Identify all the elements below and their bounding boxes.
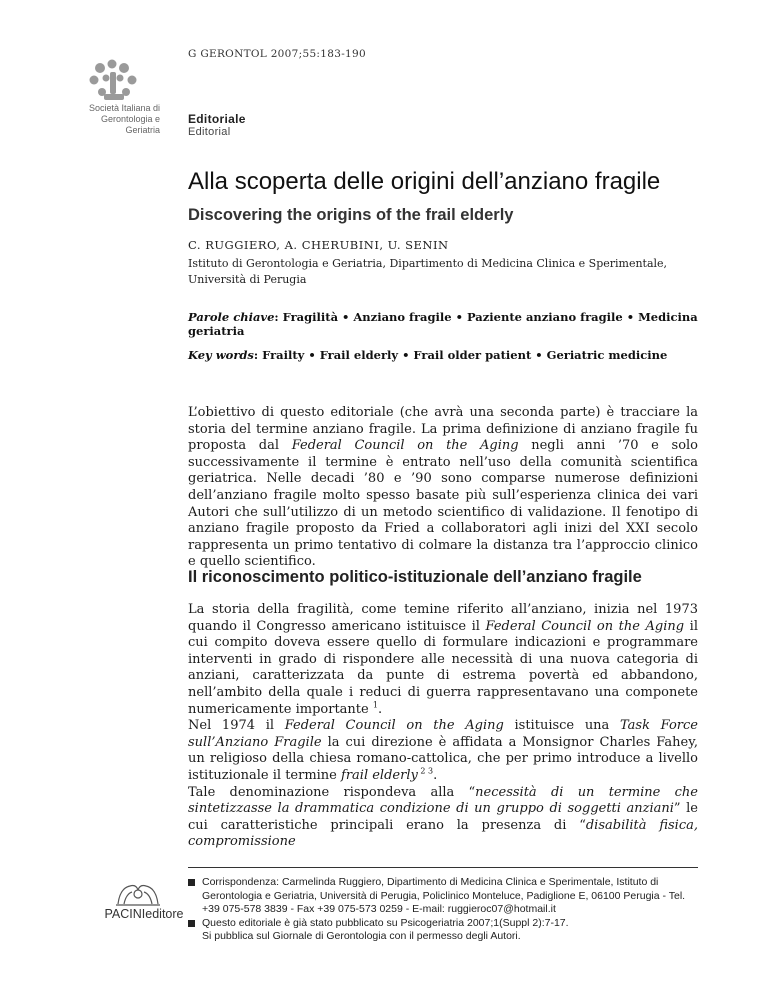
correspondence-note (188, 876, 703, 917)
publisher-logo-icon (110, 878, 166, 908)
authors: C. RUGGIERO, A. CHERUBINI, U. SENIN (188, 238, 449, 252)
keywords-english-list: Frailty • Frail elderly • Frail older patient • Geriatric medicine (262, 348, 668, 362)
abstract-text: negli anni ’70 e solo successivamente il termine è entrato nell’uso della comunità scientifica geriatrica. Nelle decadi ’80 e ’90 sono comparse numerose definizioni dell’anziano fragile molto spesso basate più sull’esperienza clinica dei vari Autori che sull’utilizzo di un metodo scientifico di validazione. Il fenotipo di anziano fragile proposto da Fried a collaboratori agli inizi del XXI secolo rappresenta un primo tentativo di colmare la distanza tra l’approccio clinico e quello scientifico. (188, 438, 699, 570)
keywords-english: Key words: Frailty • Frail elderly • Frail older patient • Geriatric medicine (188, 348, 668, 362)
society-name-line: Gerontologia e (100, 114, 160, 124)
affiliation: Istituto di Gerontologia e Geriatria, Dipartimento di Medicina Clinica e Sperimentale, Università di Perugia (188, 257, 668, 286)
body-text: La storia della fragilità, come temine riferito all’anziano, inizia nel 1973 quando il Congresso americano istituisce il (188, 602, 698, 634)
body-text: Nel 1974 il (188, 718, 285, 734)
journal-reference: G GERONTOL 2007;55:183-190 (188, 48, 366, 60)
body-text: . (377, 701, 383, 717)
body-italic-term: Task Force sull’Anziano Fragile (188, 718, 698, 750)
body-paragraph (188, 718, 698, 784)
body-paragraph (188, 602, 698, 718)
section-body (188, 602, 698, 851)
publisher-name: PACINIeditore (104, 907, 184, 921)
section-label-english: Editorial (188, 126, 231, 138)
publication-note-text: Questo editoriale è già stato pubblicato su Psicogeriatria 2007;1(Suppl 2):7-17. (202, 916, 569, 929)
body-italic-term: Federal Council on the Aging (284, 718, 504, 734)
publication-note (188, 917, 703, 931)
square-bullet-icon (188, 879, 195, 886)
article-subtitle: Discovering the origins of the frail elderly (188, 206, 514, 224)
footnotes (188, 876, 703, 944)
body-text: la cui direzione è affidata a Monsignor Charles Fahey, un religioso della chiesa romano-cattolica, che per primo introduce a livello istituzionale il termine (188, 734, 698, 783)
body-text: ” le cui caratteristiche principali erano la presenza di “ (188, 801, 698, 833)
society-name-line: Geriatria (125, 125, 160, 135)
abstract-paragraph (188, 405, 698, 571)
footnote-divider (188, 867, 698, 868)
correspondence-text: Corrispondenza: Carmelinda Ruggiero, Dipartimento di Medicina Clinica e Sperimentale, Istituto di Gerontologia e Geriatria, Università di Perugia, Policlinico Monteluce, Padiglione E, 06100 Perugia - Tel. +39 075-578 3839 - Fax +39 075-573 0259 - E-mail: ruggieroc07@hotmail.it (202, 876, 686, 915)
body-text: istituisce una (503, 718, 621, 734)
keywords-italian-label: Parole chiave (188, 310, 275, 324)
society-name-line: Società Italiana di (88, 103, 160, 113)
permission-note-text: Si pubblica sul Giornale di Gerontologia con il permesso degli Autori. (202, 930, 521, 942)
body-italic-quote: disabilità fisica, compromissione (188, 817, 699, 850)
section-label: Editoriale (188, 112, 246, 126)
society-name (60, 103, 160, 136)
reference-marker: 1 (372, 700, 378, 710)
body-text: . (433, 767, 438, 783)
body-paragraph (188, 785, 698, 851)
abstract-italic-term: Federal Council on the Aging (291, 438, 519, 454)
article-title: Alla scoperta delle origini dell’anziano fragile (188, 168, 661, 195)
keywords-italian: Parole chiave: Fragilità • Anziano fragile • Paziente anziano fragile • Medicina geriatria (188, 310, 698, 338)
section-heading: Il riconoscimento politico-istituzionale dell’anziano fragile (188, 568, 642, 586)
body-italic-term: frail elderly (341, 767, 418, 783)
reference-marker: 2 3 (417, 766, 434, 776)
body-text: il cui compito doveva essere quello di formulare indicazioni e programmare interventi in grado di rispondere alle necessità di una nuova categoria di anziani, caratterizzata da punte di estrema povertà ed abbandono, nell’ambito della quale i reduci di guerra rappresentavano una componete numericamente importante (188, 618, 698, 717)
body-text: Tale denominazione rispondeva alla “ (188, 784, 476, 800)
body-italic-quote: necessità di un termine che sintetizzasse la drammatica condizione di un gruppo di soggetti anziani (188, 784, 698, 817)
permission-note (188, 930, 703, 944)
society-logo (82, 58, 148, 106)
keywords-english-label: Key words (188, 348, 254, 362)
body-italic-term: Federal Council on the Aging (485, 618, 685, 634)
keywords-italian-list: Fragilità • Anziano fragile • Paziente anziano fragile • Medicina geriatria (188, 310, 698, 338)
abstract-text: L’obiettivo di questo editoriale (che avrà una seconda parte) è tracciare la storia del termine anziano fragile. La prima definizione di anziano fragile fu proposta dal (188, 405, 698, 454)
